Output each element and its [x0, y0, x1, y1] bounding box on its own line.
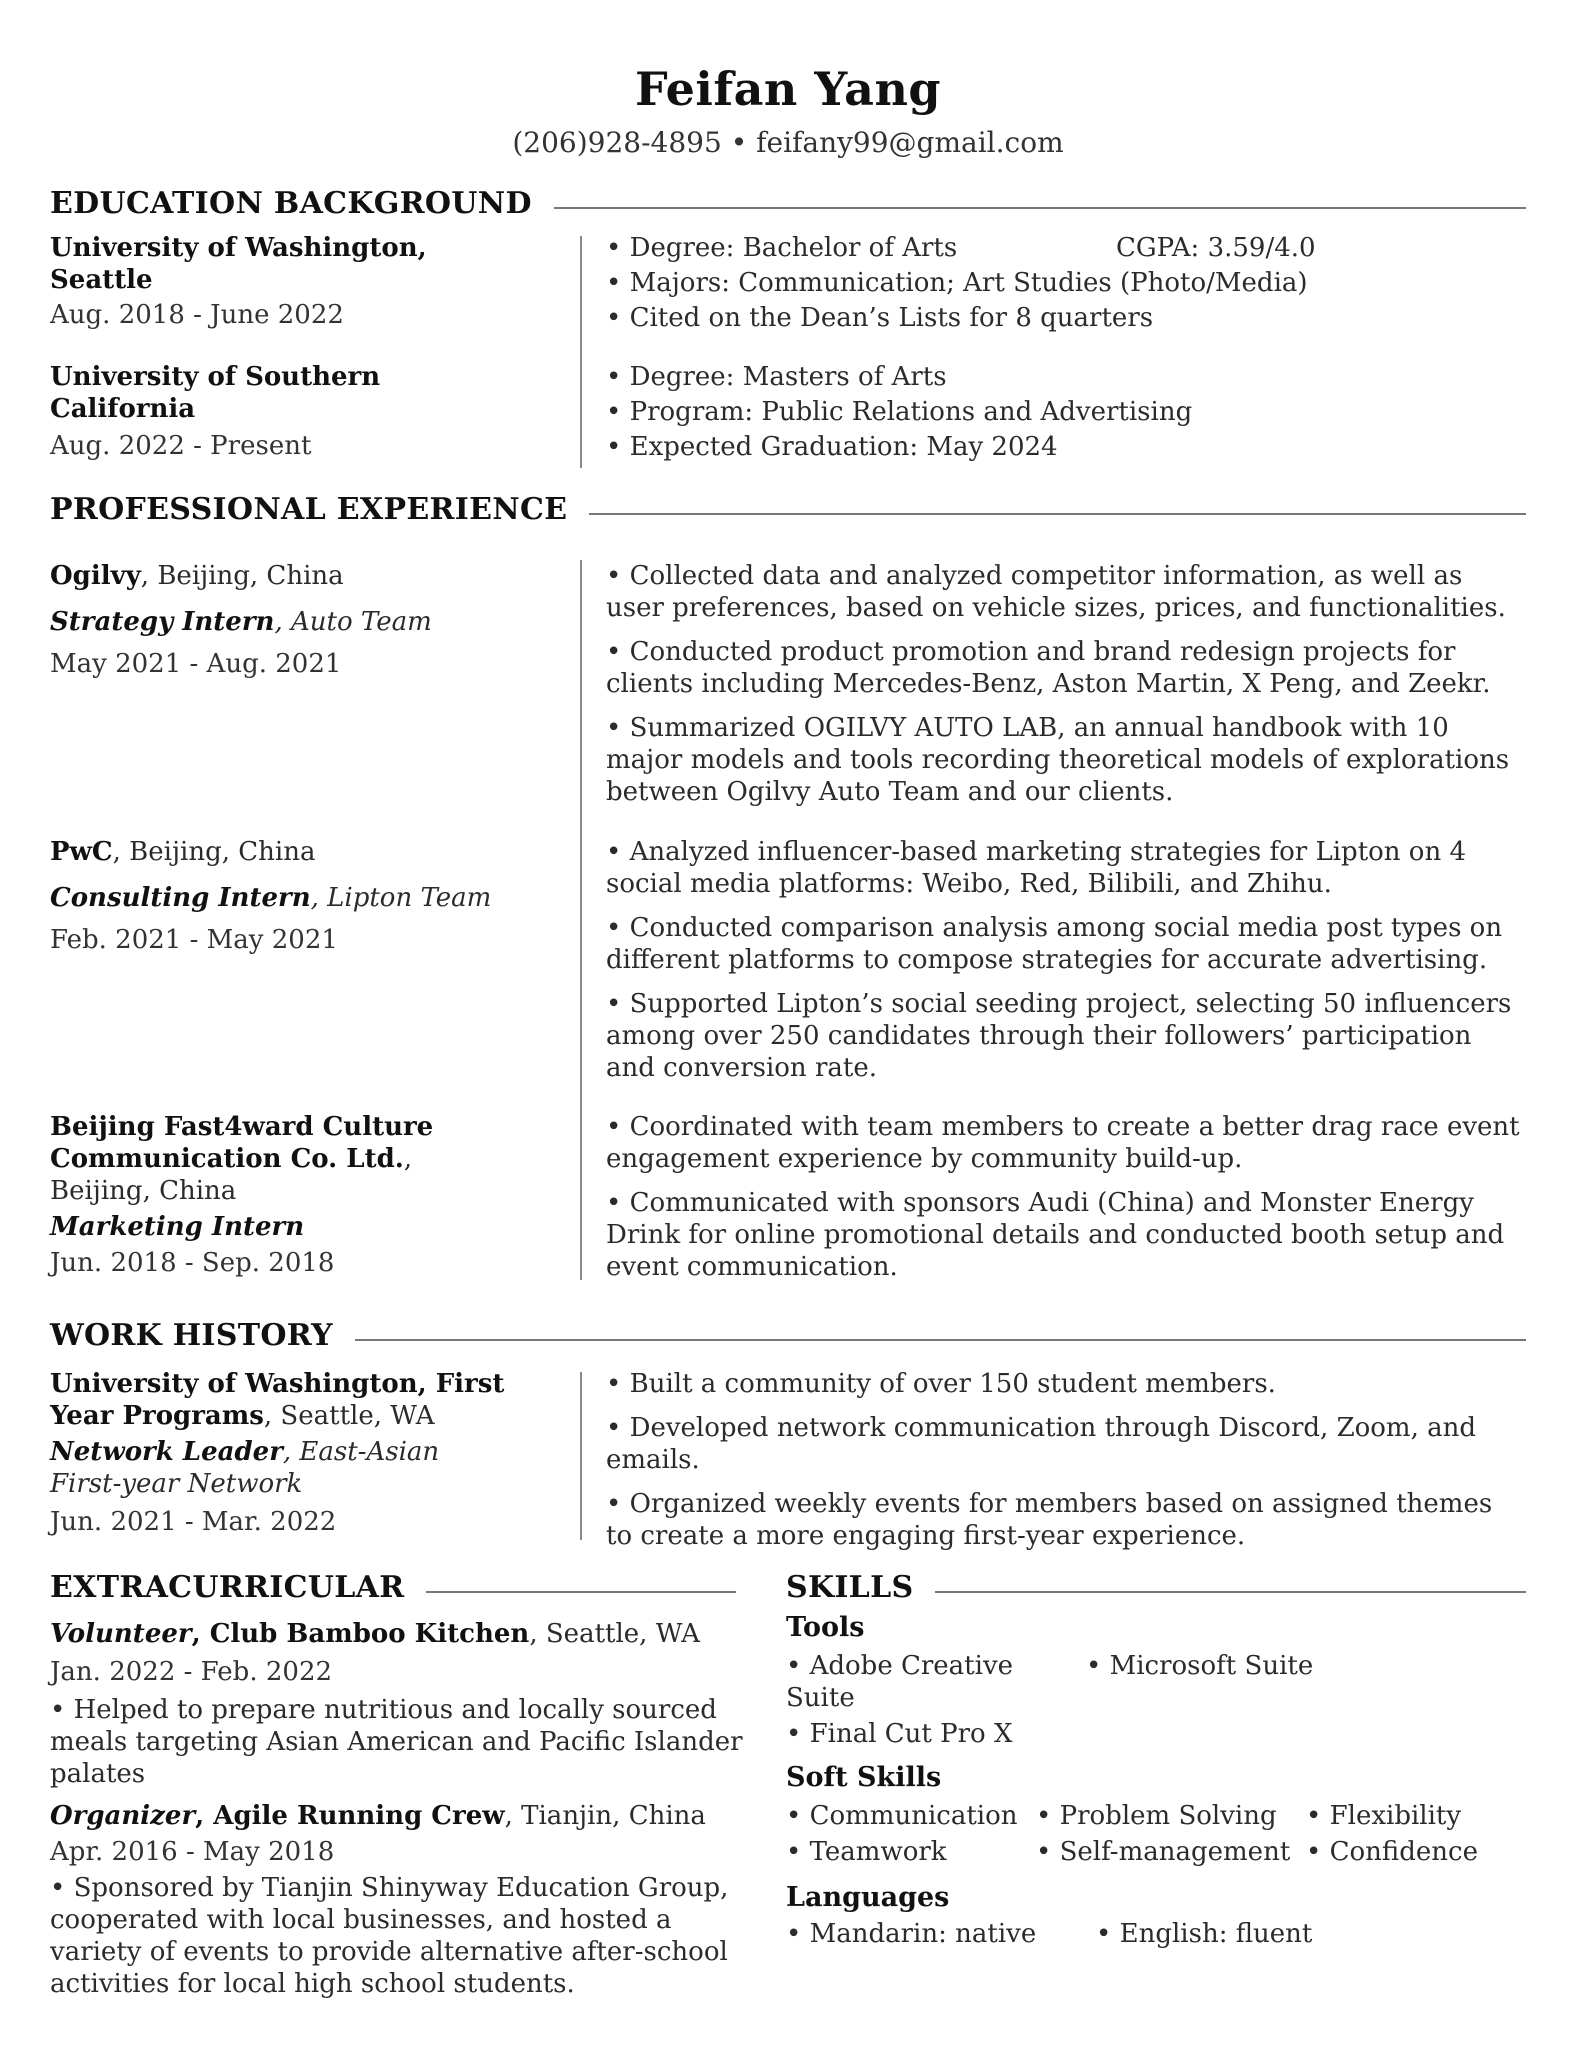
candidate-name: Feifan Yang: [634, 62, 942, 116]
skills-soft-row: [786, 1800, 1526, 1832]
school-name: University of Southern: [50, 362, 381, 392]
bullet: • Built a community of over 150 student members.: [606, 1369, 1276, 1399]
org-name: PwC: [50, 837, 113, 867]
school-name-cont: California: [50, 394, 196, 424]
org-name-cont-line: [50, 1400, 530, 1432]
ec-desc: • Helped to prepare nutritious and locally sourced meals targeting Asian American and Pacific Islander palates: [50, 1695, 743, 1789]
edu-details-usc: [606, 361, 1526, 463]
ec-location: , Seattle, WA: [529, 1619, 700, 1649]
bullet: • Organized weekly events for members based on assigned themes to create a more engaging first-year experience.: [606, 1489, 1493, 1551]
bullet: • Supported Lipton’s social seeding project, selecting 50 influencers among over 250 candidates through their followers’ participation and conversion rate.: [606, 989, 1512, 1083]
section-work-history: [50, 1318, 1526, 1353]
section-experience: [50, 492, 1526, 527]
org-name: Ogilvy: [50, 561, 141, 591]
divider-line: [580, 236, 582, 468]
skill-item: • Flexibility: [1306, 1801, 1462, 1831]
skill-item: • Microsoft Suite: [1086, 1651, 1314, 1681]
exp-entry-ogilvy: [50, 560, 530, 680]
ec-date: Jan. 2022 - Feb. 2022: [50, 1657, 333, 1687]
role-team-cont: First-year Network: [50, 1469, 303, 1499]
bullet: • Conducted product promotion and brand redesign projects for clients including Mercedes-Benz, Aston Martin, X Peng, and Zeekr.: [606, 637, 1491, 699]
section-education: [50, 186, 1526, 221]
section-rule: [589, 513, 1526, 515]
ec-title-line: [50, 1800, 750, 1832]
skill-item: • Adobe Creative Suite: [786, 1651, 1014, 1713]
degree: • Degree: Masters of Arts: [606, 362, 947, 392]
org-location: , Beijing, China: [112, 837, 316, 867]
majors: • Majors: Communication; Art Studies (Photo/Media): [606, 268, 1308, 298]
program: • Program: Public Relations and Advertising: [606, 397, 1193, 427]
bullet: • Collected data and analyzed competitor information, as well as user preferences, based on vehicle sizes, prices, and functionalities.: [606, 561, 1506, 623]
skill-item: • Problem Solving: [1036, 1801, 1277, 1831]
section-rule: [554, 207, 1526, 209]
exp-bullets-ogilvy: [606, 560, 1526, 808]
edu-date: Aug. 2018 - June 2022: [50, 300, 344, 330]
org-name: University of Washington, First: [50, 1369, 505, 1399]
ec-title-line: [50, 1618, 750, 1650]
ec-role: Organizer: [50, 1801, 196, 1831]
ec-location: , Tianjin, China: [504, 1801, 706, 1831]
section-title: WORK HISTORY: [50, 1318, 333, 1353]
bullet: • Communicated with sponsors Audi (China) and Monster Energy Drink for online promotional details and conducted booth setup and event communication.: [606, 1188, 1505, 1282]
extracurricular-list: [50, 1618, 750, 2000]
degree: • Degree: Bachelor of Arts: [606, 233, 958, 263]
skills-languages-title: Languages: [786, 1882, 950, 1913]
work-bullets: [606, 1368, 1526, 1552]
work-entry-uw: [50, 1368, 530, 1538]
section-title: EXTRACURRICULAR: [50, 1570, 405, 1605]
edu-entry-uw: [50, 232, 530, 331]
ec-org: , Agile Running Crew: [195, 1801, 505, 1831]
section-rule: [935, 1591, 1526, 1593]
exp-date: Jun. 2018 - Sep. 2018: [50, 1248, 335, 1278]
bullet: • Analyzed influencer-based marketing strategies for Lipton on 4 social media platforms: Weibo, Red, Bilibili, and Zhihu.: [606, 837, 1467, 899]
role-team: , Lipton Team: [310, 883, 492, 913]
skills-soft-title: Soft Skills: [786, 1762, 942, 1793]
skill-item: • Teamwork: [786, 1837, 947, 1867]
skills-soft-row: [786, 1836, 1526, 1868]
org-name: Beijing Fast4ward Culture: [50, 1112, 434, 1142]
org-line: [50, 560, 530, 592]
expected-graduation: • Expected Graduation: May 2024: [606, 432, 1058, 462]
skill-item: • Mandarin: native: [786, 1919, 1037, 1949]
section-title: PROFESSIONAL EXPERIENCE: [50, 492, 568, 527]
org-name-cont: Communication Co. Ltd.: [50, 1144, 404, 1174]
bullet: • Summarized OGILVY AUTO LAB, an annual handbook with 10 major models and tools recording theoretical models of explorations between Ogilvy Auto Team and our clients.: [606, 713, 1510, 807]
section-title: SKILLS: [786, 1570, 914, 1605]
skill-item: • English: fluent: [1096, 1919, 1313, 1949]
skills-tools-row: [786, 1718, 1526, 1750]
exp-date: May 2021 - Aug. 2021: [50, 649, 342, 679]
ec-org: , Club Bamboo Kitchen: [191, 1619, 530, 1649]
role-team: , Auto Team: [274, 607, 432, 637]
org-line: [50, 836, 530, 868]
exp-bullets-fast4ward: [606, 1111, 1526, 1283]
role-line: [50, 606, 530, 638]
edu-date: Aug. 2022 - Present: [50, 431, 312, 461]
skills-tools-row: [786, 1650, 1526, 1714]
section-rule: [426, 1591, 736, 1593]
edu-details-uw: [606, 232, 1526, 334]
contact-line: (206)928-4895 • feifany99@gmail.com: [512, 126, 1064, 159]
org-location: , Seattle, WA: [263, 1401, 435, 1431]
ec-desc: • Sponsored by Tianjin Shinyway Education Group, cooperated with local businesses, and hosted a variety of events to provide alternative after-school activities for local high school students.: [50, 1873, 729, 1999]
exp-bullets-pwc: [606, 836, 1526, 1084]
role-title: Marketing Intern: [50, 1212, 305, 1242]
edu-entry-usc: [50, 361, 530, 462]
school-name-cont: Seattle: [50, 265, 153, 295]
org-name-cont: Year Programs: [50, 1401, 264, 1431]
exp-entry-pwc: [50, 836, 530, 956]
exp-date: Feb. 2021 - May 2021: [50, 925, 338, 955]
skill-item: • Confidence: [1306, 1837, 1478, 1867]
gpa: CGPA: 3.59/4.0: [1116, 233, 1316, 263]
degree-line: [606, 232, 1526, 264]
bullet: • Coordinated with team members to create a better drag race event engagement experience by community build-up.: [606, 1112, 1520, 1174]
org-location: Beijing, China: [50, 1176, 237, 1206]
role-title: Consulting Intern: [50, 883, 311, 913]
section-rule: [355, 1339, 1526, 1341]
divider-line: [580, 560, 582, 1280]
bullet: • Conducted comparison analysis among social media post types on different platforms to compose strategies for accurate advertising.: [606, 913, 1503, 975]
org-name-cont-line: [50, 1143, 530, 1175]
skills-block: [786, 1612, 1526, 1950]
skills-languages-row: [786, 1918, 1526, 1950]
org-location: , Beijing, China: [140, 561, 344, 591]
skill-item: • Communication: [786, 1801, 1018, 1831]
role-title: Network Leader: [50, 1437, 283, 1467]
skill-item: • Final Cut Pro X: [786, 1719, 1013, 1749]
section-skills: [786, 1570, 1526, 1605]
ec-role: Volunteer: [50, 1619, 192, 1649]
work-date: Jun. 2021 - Mar. 2022: [50, 1507, 337, 1537]
role-line: [50, 1436, 530, 1468]
skill-item: • Self-management: [1036, 1837, 1291, 1867]
divider-line: [580, 1372, 582, 1540]
org-comma: ,: [403, 1144, 413, 1174]
bullet: • Developed network communication through Discord, Zoom, and emails.: [606, 1413, 1477, 1475]
skills-tools-title: Tools: [786, 1612, 865, 1643]
ec-date: Apr. 2016 - May 2018: [50, 1837, 335, 1867]
role-team: , East-Asian: [282, 1437, 440, 1467]
exp-entry-fast4ward: [50, 1111, 530, 1279]
school-name: University of Washington,: [50, 233, 427, 263]
role-title: Strategy Intern: [50, 607, 275, 637]
section-extracurricular: [50, 1570, 736, 1605]
role-line: [50, 882, 530, 914]
honor: • Cited on the Dean’s Lists for 8 quarters: [606, 303, 1154, 333]
section-title: EDUCATION BACKGROUND: [50, 186, 532, 221]
